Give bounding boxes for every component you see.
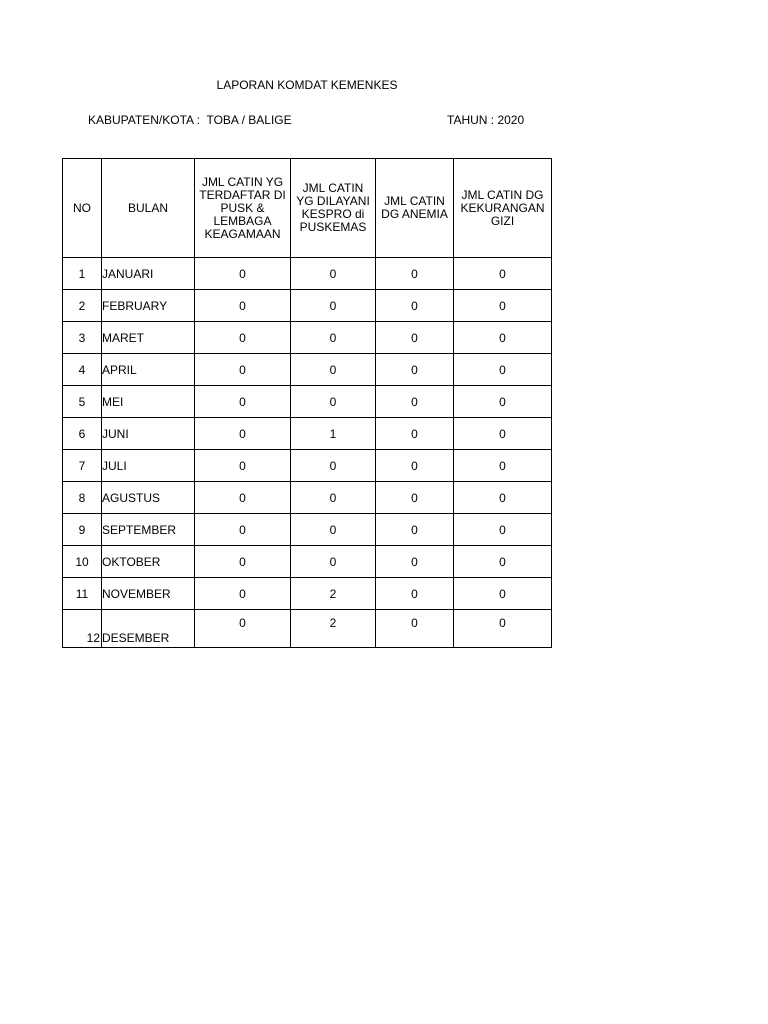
cell-registered: 0 <box>195 578 291 610</box>
cell-month: MEI <box>102 386 195 418</box>
cell-month: MARET <box>102 322 195 354</box>
cell-month: JANUARI <box>102 258 195 290</box>
cell-month: AGUSTUS <box>102 482 195 514</box>
cell-month: JULI <box>102 450 195 482</box>
cell-malnutrition: 0 <box>454 610 552 648</box>
cell-registered: 0 <box>195 354 291 386</box>
table-row <box>63 450 552 482</box>
cell-served: 1 <box>291 418 376 450</box>
cell-served: 0 <box>291 546 376 578</box>
cell-malnutrition: 0 <box>454 322 552 354</box>
header-registered: JML CATIN YG TERDAFTAR DI PUSK & LEMBAGA KEAGAMAAN <box>195 159 291 258</box>
table-row <box>63 578 552 610</box>
table-row <box>63 610 552 648</box>
cell-anemia: 0 <box>376 290 454 322</box>
cell-registered: 0 <box>195 386 291 418</box>
cell-served: 2 <box>291 578 376 610</box>
cell-registered: 0 <box>195 450 291 482</box>
cell-anemia: 0 <box>376 546 454 578</box>
table-row <box>63 386 552 418</box>
header-served: JML CATIN YG DILAYANI KESPRO di PUSKEMAS <box>291 159 376 258</box>
cell-malnutrition: 0 <box>454 258 552 290</box>
cell-served: 0 <box>291 290 376 322</box>
cell-malnutrition: 0 <box>454 354 552 386</box>
cell-registered: 0 <box>195 322 291 354</box>
cell-month: OKTOBER <box>102 546 195 578</box>
cell-month: DESEMBER <box>102 610 195 648</box>
header-malnutrition: JML CATIN DG KEKURANGAN GIZI <box>454 159 552 258</box>
cell-no: 7 <box>63 450 102 482</box>
cell-served: 0 <box>291 354 376 386</box>
cell-malnutrition: 0 <box>454 418 552 450</box>
cell-registered: 0 <box>195 290 291 322</box>
cell-anemia: 0 <box>376 354 454 386</box>
table-header-row <box>63 159 552 258</box>
cell-anemia: 0 <box>376 418 454 450</box>
cell-month: NOVEMBER <box>102 578 195 610</box>
cell-malnutrition: 0 <box>454 578 552 610</box>
cell-registered: 0 <box>195 514 291 546</box>
header-no: NO <box>63 159 102 258</box>
cell-malnutrition: 0 <box>454 386 552 418</box>
year-label: TAHUN : 2020 <box>447 113 525 127</box>
cell-anemia: 0 <box>376 450 454 482</box>
cell-malnutrition: 0 <box>454 546 552 578</box>
cell-malnutrition: 0 <box>454 514 552 546</box>
table-row <box>63 514 552 546</box>
cell-anemia: 0 <box>376 482 454 514</box>
cell-no: 2 <box>63 290 102 322</box>
cell-served: 0 <box>291 482 376 514</box>
cell-served: 0 <box>291 450 376 482</box>
table-row <box>63 354 552 386</box>
cell-registered: 0 <box>195 418 291 450</box>
cell-no: 4 <box>63 354 102 386</box>
cell-month: FEBRUARY <box>102 290 195 322</box>
header-anemia: JML CATIN DG ANEMIA <box>376 159 454 258</box>
cell-no: 9 <box>63 514 102 546</box>
cell-month: JUNI <box>102 418 195 450</box>
region-label: KABUPATEN/KOTA : TOBA / BALIGE <box>88 113 292 127</box>
cell-month: APRIL <box>102 354 195 386</box>
cell-month: SEPTEMBER <box>102 514 195 546</box>
cell-anemia: 0 <box>376 386 454 418</box>
table-row <box>63 322 552 354</box>
cell-served: 0 <box>291 258 376 290</box>
cell-no: 12 <box>63 610 102 648</box>
cell-registered: 0 <box>195 482 291 514</box>
cell-anemia: 0 <box>376 258 454 290</box>
cell-no: 10 <box>63 546 102 578</box>
cell-served: 0 <box>291 322 376 354</box>
cell-no: 8 <box>63 482 102 514</box>
report-title: LAPORAN KOMDAT KEMENKES <box>216 78 398 92</box>
cell-anemia: 0 <box>376 322 454 354</box>
cell-registered: 0 <box>195 258 291 290</box>
header-month: BULAN <box>102 159 195 258</box>
table-row <box>63 482 552 514</box>
cell-anemia: 0 <box>376 610 454 648</box>
table-row <box>63 546 552 578</box>
cell-served: 2 <box>291 610 376 648</box>
table-row <box>63 418 552 450</box>
table-row <box>63 258 552 290</box>
cell-malnutrition: 0 <box>454 482 552 514</box>
cell-anemia: 0 <box>376 514 454 546</box>
cell-malnutrition: 0 <box>454 290 552 322</box>
table-row <box>63 290 552 322</box>
cell-served: 0 <box>291 514 376 546</box>
cell-served: 0 <box>291 386 376 418</box>
cell-no: 1 <box>63 258 102 290</box>
cell-registered: 0 <box>195 546 291 578</box>
cell-no: 11 <box>63 578 102 610</box>
cell-registered: 0 <box>195 610 291 648</box>
cell-malnutrition: 0 <box>454 450 552 482</box>
cell-no: 5 <box>63 386 102 418</box>
cell-anemia: 0 <box>376 578 454 610</box>
report-table <box>62 158 552 648</box>
cell-no: 6 <box>63 418 102 450</box>
cell-no: 3 <box>63 322 102 354</box>
